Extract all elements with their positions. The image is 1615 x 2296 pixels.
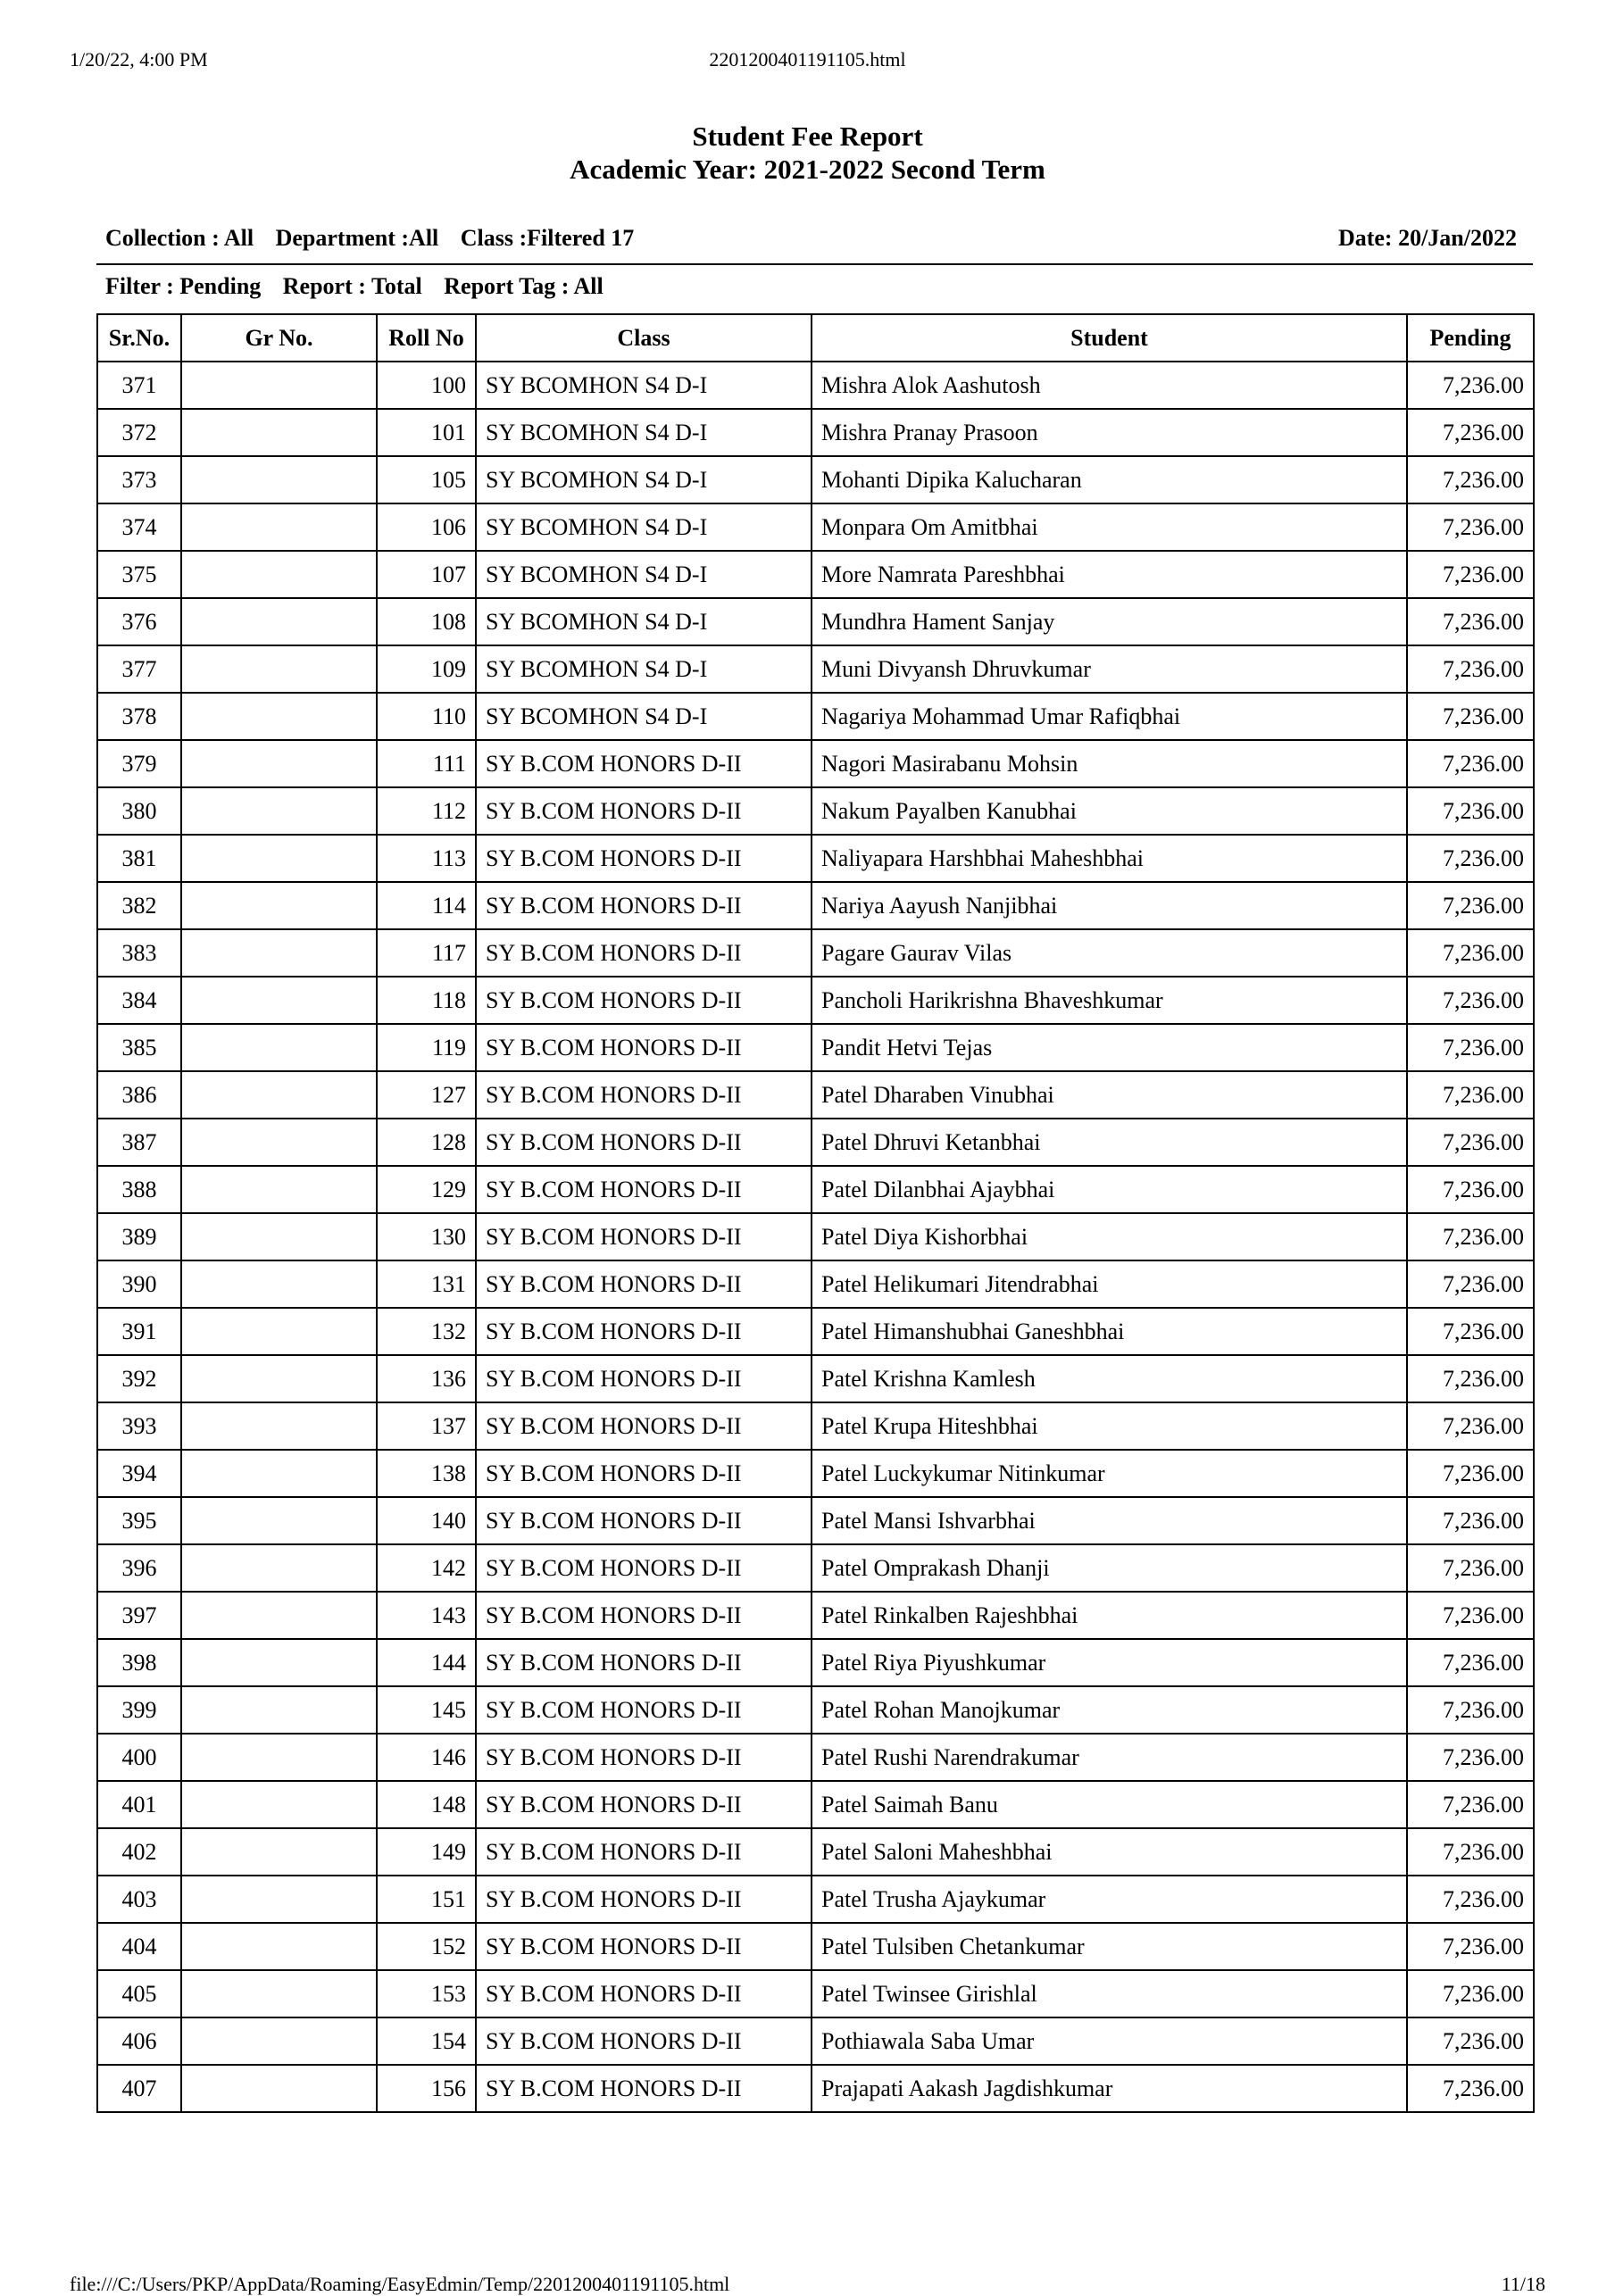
- student-name-cell: Patel Tulsiben Chetankumar: [812, 1923, 1407, 1970]
- roll-no-cell: 142: [377, 1544, 476, 1592]
- sr-no-cell: 387: [97, 1119, 181, 1166]
- roll-no-cell: 136: [377, 1355, 476, 1402]
- table-row: [97, 362, 1534, 409]
- sr-no-cell: 401: [97, 1781, 181, 1828]
- student-name-cell: Mundhra Hament Sanjay: [812, 598, 1407, 645]
- table-row: [97, 1260, 1534, 1308]
- class-cell: SY B.COM HONORS D-II: [476, 1544, 812, 1592]
- roll-no-cell: 117: [377, 929, 476, 977]
- table-row: [97, 1876, 1534, 1923]
- pending-amount-cell: 7,236.00: [1407, 2065, 1534, 2112]
- table-row: [97, 551, 1534, 598]
- table-row: [97, 503, 1534, 551]
- class-cell: SY BCOMHON S4 D-I: [476, 645, 812, 693]
- collection-label: Collection : All: [105, 225, 254, 251]
- roll-no-cell: 137: [377, 1402, 476, 1450]
- table-row: [97, 1071, 1534, 1119]
- student-name-cell: Muni Divyansh Dhruvkumar: [812, 645, 1407, 693]
- pending-amount-cell: 7,236.00: [1407, 1260, 1534, 1308]
- roll-no-cell: 114: [377, 882, 476, 929]
- print-filename: 2201200401191105.html: [709, 48, 906, 71]
- class-cell: SY B.COM HONORS D-II: [476, 1828, 812, 1876]
- student-name-cell: Patel Trusha Ajaykumar: [812, 1876, 1407, 1923]
- table-row: [97, 693, 1534, 740]
- student-name-cell: Patel Rohan Manojkumar: [812, 1686, 1407, 1734]
- roll-no-cell: 112: [377, 787, 476, 835]
- roll-no-cell: 148: [377, 1781, 476, 1828]
- roll-no-cell: 109: [377, 645, 476, 693]
- gr-no-cell: [181, 929, 377, 977]
- roll-no-cell: 144: [377, 1639, 476, 1686]
- gr-no-cell: [181, 1166, 377, 1213]
- pending-amount-cell: 7,236.00: [1407, 1402, 1534, 1450]
- table-row: [97, 835, 1534, 882]
- student-name-cell: More Namrata Pareshbhai: [812, 551, 1407, 598]
- student-name-cell: Patel Krupa Hiteshbhai: [812, 1402, 1407, 1450]
- student-name-cell: Patel Dhruvi Ketanbhai: [812, 1119, 1407, 1166]
- table-row: [97, 1450, 1534, 1497]
- table-row: [97, 1970, 1534, 2017]
- class-cell: SY B.COM HONORS D-II: [476, 1781, 812, 1828]
- gr-no-cell: [181, 1544, 377, 1592]
- class-cell: SY BCOMHON S4 D-I: [476, 503, 812, 551]
- col-header-class: Class: [476, 314, 812, 362]
- gr-no-cell: [181, 977, 377, 1024]
- class-cell: SY B.COM HONORS D-II: [476, 835, 812, 882]
- sr-no-cell: 399: [97, 1686, 181, 1734]
- filter-label: Filter : Pending: [105, 273, 262, 299]
- table-row: [97, 929, 1534, 977]
- print-datetime: 1/20/22, 4:00 PM: [70, 48, 208, 71]
- roll-no-cell: 107: [377, 551, 476, 598]
- roll-no-cell: 154: [377, 2017, 476, 2065]
- pending-amount-cell: 7,236.00: [1407, 1213, 1534, 1260]
- pending-amount-cell: 7,236.00: [1407, 503, 1534, 551]
- gr-no-cell: [181, 1308, 377, 1355]
- sr-no-cell: 395: [97, 1497, 181, 1544]
- col-header-gr-no: Gr No.: [181, 314, 377, 362]
- sr-no-cell: 391: [97, 1308, 181, 1355]
- pending-amount-cell: 7,236.00: [1407, 1923, 1534, 1970]
- sr-no-cell: 375: [97, 551, 181, 598]
- student-name-cell: Mohanti Dipika Kalucharan: [812, 456, 1407, 503]
- pending-amount-cell: 7,236.00: [1407, 1119, 1534, 1166]
- pending-amount-cell: 7,236.00: [1407, 598, 1534, 645]
- sr-no-cell: 396: [97, 1544, 181, 1592]
- student-name-cell: Prajapati Aakash Jagdishkumar: [812, 2065, 1407, 2112]
- sr-no-cell: 385: [97, 1024, 181, 1071]
- sr-no-cell: 373: [97, 456, 181, 503]
- report-type-label: Report : Total: [282, 273, 422, 299]
- class-cell: SY B.COM HONORS D-II: [476, 2017, 812, 2065]
- sr-no-cell: 390: [97, 1260, 181, 1308]
- class-cell: SY B.COM HONORS D-II: [476, 929, 812, 977]
- pending-amount-cell: 7,236.00: [1407, 1308, 1534, 1355]
- pending-amount-cell: 7,236.00: [1407, 1781, 1534, 1828]
- gr-no-cell: [181, 1828, 377, 1876]
- student-name-cell: Monpara Om Amitbhai: [812, 503, 1407, 551]
- sr-no-cell: 389: [97, 1213, 181, 1260]
- student-name-cell: Patel Omprakash Dhanji: [812, 1544, 1407, 1592]
- sr-no-cell: 382: [97, 882, 181, 929]
- student-name-cell: Patel Krishna Kamlesh: [812, 1355, 1407, 1402]
- fee-table-body: [97, 362, 1534, 2112]
- sr-no-cell: 398: [97, 1639, 181, 1686]
- gr-no-cell: [181, 882, 377, 929]
- sr-no-cell: 378: [97, 693, 181, 740]
- sr-no-cell: 392: [97, 1355, 181, 1402]
- report-title-block: [0, 120, 1615, 186]
- table-row: [97, 1119, 1534, 1166]
- report-info-line: [105, 225, 1528, 252]
- pending-amount-cell: 7,236.00: [1407, 551, 1534, 598]
- class-cell: SY B.COM HONORS D-II: [476, 1308, 812, 1355]
- gr-no-cell: [181, 1923, 377, 1970]
- gr-no-cell: [181, 2065, 377, 2112]
- pending-amount-cell: 7,236.00: [1407, 409, 1534, 456]
- sr-no-cell: 380: [97, 787, 181, 835]
- student-name-cell: Patel Saloni Maheshbhai: [812, 1828, 1407, 1876]
- roll-no-cell: 151: [377, 1876, 476, 1923]
- class-cell: SY BCOMHON S4 D-I: [476, 598, 812, 645]
- pending-amount-cell: 7,236.00: [1407, 645, 1534, 693]
- table-row: [97, 456, 1534, 503]
- class-cell: SY B.COM HONORS D-II: [476, 1876, 812, 1923]
- roll-no-cell: 113: [377, 835, 476, 882]
- class-cell: SY B.COM HONORS D-II: [476, 1119, 812, 1166]
- table-header-row: [97, 314, 1534, 362]
- pending-amount-cell: 7,236.00: [1407, 1686, 1534, 1734]
- table-row: [97, 882, 1534, 929]
- gr-no-cell: [181, 1402, 377, 1450]
- gr-no-cell: [181, 456, 377, 503]
- roll-no-cell: 128: [377, 1119, 476, 1166]
- pending-amount-cell: 7,236.00: [1407, 2017, 1534, 2065]
- pending-amount-cell: 7,236.00: [1407, 1166, 1534, 1213]
- pending-amount-cell: 7,236.00: [1407, 1828, 1534, 1876]
- gr-no-cell: [181, 1876, 377, 1923]
- pending-amount-cell: 7,236.00: [1407, 929, 1534, 977]
- sr-no-cell: 393: [97, 1402, 181, 1450]
- table-row: [97, 977, 1534, 1024]
- student-name-cell: Mishra Pranay Prasoon: [812, 409, 1407, 456]
- roll-no-cell: 108: [377, 598, 476, 645]
- pending-amount-cell: 7,236.00: [1407, 1497, 1534, 1544]
- sr-no-cell: 379: [97, 740, 181, 787]
- class-cell: SY B.COM HONORS D-II: [476, 1213, 812, 1260]
- roll-no-cell: 118: [377, 977, 476, 1024]
- roll-no-cell: 129: [377, 1166, 476, 1213]
- class-cell: SY B.COM HONORS D-II: [476, 1639, 812, 1686]
- sr-no-cell: 372: [97, 409, 181, 456]
- pending-amount-cell: 7,236.00: [1407, 1355, 1534, 1402]
- roll-no-cell: 143: [377, 1592, 476, 1639]
- roll-no-cell: 138: [377, 1450, 476, 1497]
- gr-no-cell: [181, 503, 377, 551]
- student-name-cell: Nagori Masirabanu Mohsin: [812, 740, 1407, 787]
- pending-amount-cell: 7,236.00: [1407, 693, 1534, 740]
- student-name-cell: Patel Saimah Banu: [812, 1781, 1407, 1828]
- pending-amount-cell: 7,236.00: [1407, 1876, 1534, 1923]
- report-tag-label: Report Tag : All: [444, 273, 604, 299]
- student-name-cell: Patel Mansi Ishvarbhai: [812, 1497, 1407, 1544]
- student-name-cell: Patel Himanshubhai Ganeshbhai: [812, 1308, 1407, 1355]
- class-cell: SY B.COM HONORS D-II: [476, 1355, 812, 1402]
- gr-no-cell: [181, 409, 377, 456]
- student-name-cell: Nagariya Mohammad Umar Rafiqbhai: [812, 693, 1407, 740]
- sr-no-cell: 386: [97, 1071, 181, 1119]
- class-cell: SY B.COM HONORS D-II: [476, 1260, 812, 1308]
- student-name-cell: Nariya Aayush Nanjibhai: [812, 882, 1407, 929]
- sr-no-cell: 404: [97, 1923, 181, 1970]
- student-name-cell: Patel Luckykumar Nitinkumar: [812, 1450, 1407, 1497]
- roll-no-cell: 152: [377, 1923, 476, 1970]
- class-cell: SY B.COM HONORS D-II: [476, 1071, 812, 1119]
- gr-no-cell: [181, 645, 377, 693]
- pending-amount-cell: 7,236.00: [1407, 1970, 1534, 2017]
- student-name-cell: Naliyapara Harshbhai Maheshbhai: [812, 835, 1407, 882]
- class-cell: SY B.COM HONORS D-II: [476, 1024, 812, 1071]
- roll-no-cell: 146: [377, 1734, 476, 1781]
- department-label: Department :All: [275, 225, 439, 251]
- pending-amount-cell: 7,236.00: [1407, 1734, 1534, 1781]
- roll-no-cell: 131: [377, 1260, 476, 1308]
- student-name-cell: Patel Dharaben Vinubhai: [812, 1071, 1407, 1119]
- class-cell: SY BCOMHON S4 D-I: [476, 551, 812, 598]
- sr-no-cell: 406: [97, 2017, 181, 2065]
- col-header-roll-no: Roll No: [377, 314, 476, 362]
- pending-amount-cell: 7,236.00: [1407, 1544, 1534, 1592]
- class-cell: SY B.COM HONORS D-II: [476, 740, 812, 787]
- class-cell: SY B.COM HONORS D-II: [476, 1734, 812, 1781]
- roll-no-cell: 101: [377, 409, 476, 456]
- roll-no-cell: 140: [377, 1497, 476, 1544]
- pending-amount-cell: 7,236.00: [1407, 1024, 1534, 1071]
- student-name-cell: Pandit Hetvi Tejas: [812, 1024, 1407, 1071]
- table-row: [97, 1024, 1534, 1071]
- table-row: [97, 1592, 1534, 1639]
- gr-no-cell: [181, 1119, 377, 1166]
- student-name-cell: Pancholi Harikrishna Bhaveshkumar: [812, 977, 1407, 1024]
- table-row: [97, 1828, 1534, 1876]
- table-row: [97, 1166, 1534, 1213]
- sr-no-cell: 394: [97, 1450, 181, 1497]
- print-header: [70, 48, 1545, 75]
- pending-amount-cell: 7,236.00: [1407, 787, 1534, 835]
- gr-no-cell: [181, 1781, 377, 1828]
- report-title: Student Fee Report: [692, 121, 923, 152]
- class-cell: SY BCOMHON S4 D-I: [476, 362, 812, 409]
- gr-no-cell: [181, 1024, 377, 1071]
- gr-no-cell: [181, 1686, 377, 1734]
- table-row: [97, 645, 1534, 693]
- class-cell: SY B.COM HONORS D-II: [476, 1592, 812, 1639]
- table-row: [97, 2065, 1534, 2112]
- gr-no-cell: [181, 1639, 377, 1686]
- student-name-cell: Patel Riya Piyushkumar: [812, 1639, 1407, 1686]
- table-row: [97, 1734, 1534, 1781]
- class-cell: SY BCOMHON S4 D-I: [476, 693, 812, 740]
- student-name-cell: Patel Twinsee Girishlal: [812, 1970, 1407, 2017]
- header-divider: [96, 263, 1533, 265]
- pending-amount-cell: 7,236.00: [1407, 977, 1534, 1024]
- class-filter-label: Class :Filtered 17: [460, 225, 635, 251]
- gr-no-cell: [181, 693, 377, 740]
- report-date: Date: 20/Jan/2022: [1337, 225, 1517, 251]
- class-cell: SY B.COM HONORS D-II: [476, 882, 812, 929]
- table-row: [97, 1497, 1534, 1544]
- roll-no-cell: 100: [377, 362, 476, 409]
- sr-no-cell: 377: [97, 645, 181, 693]
- student-name-cell: Nakum Payalben Kanubhai: [812, 787, 1407, 835]
- class-cell: SY B.COM HONORS D-II: [476, 2065, 812, 2112]
- col-header-sr-no: Sr.No.: [97, 314, 181, 362]
- report-filter-line: [105, 273, 1528, 300]
- table-row: [97, 787, 1534, 835]
- gr-no-cell: [181, 551, 377, 598]
- table-row: [97, 1355, 1534, 1402]
- sr-no-cell: 405: [97, 1970, 181, 2017]
- pending-amount-cell: 7,236.00: [1407, 1071, 1534, 1119]
- sr-no-cell: 376: [97, 598, 181, 645]
- class-cell: SY B.COM HONORS D-II: [476, 1402, 812, 1450]
- gr-no-cell: [181, 1592, 377, 1639]
- class-cell: SY B.COM HONORS D-II: [476, 1686, 812, 1734]
- pending-amount-cell: 7,236.00: [1407, 1592, 1534, 1639]
- sr-no-cell: 397: [97, 1592, 181, 1639]
- class-cell: SY B.COM HONORS D-II: [476, 1923, 812, 1970]
- class-cell: SY B.COM HONORS D-II: [476, 1450, 812, 1497]
- sr-no-cell: 400: [97, 1734, 181, 1781]
- sr-no-cell: 388: [97, 1166, 181, 1213]
- class-cell: SY BCOMHON S4 D-I: [476, 409, 812, 456]
- roll-no-cell: 156: [377, 2065, 476, 2112]
- roll-no-cell: 105: [377, 456, 476, 503]
- gr-no-cell: [181, 1734, 377, 1781]
- table-row: [97, 1213, 1534, 1260]
- gr-no-cell: [181, 1497, 377, 1544]
- table-row: [97, 1923, 1534, 1970]
- gr-no-cell: [181, 1355, 377, 1402]
- class-cell: SY B.COM HONORS D-II: [476, 1497, 812, 1544]
- roll-no-cell: 110: [377, 693, 476, 740]
- page-number: 11/18: [1501, 2273, 1545, 2295]
- gr-no-cell: [181, 2017, 377, 2065]
- gr-no-cell: [181, 1071, 377, 1119]
- class-cell: SY B.COM HONORS D-II: [476, 787, 812, 835]
- pending-amount-cell: 7,236.00: [1407, 362, 1534, 409]
- table-row: [97, 1639, 1534, 1686]
- print-file-path: file:///C:/Users/PKP/AppData/Roaming/EasyEdmin/Temp/2201200401191105.html: [70, 2273, 730, 2295]
- table-row: [97, 2017, 1534, 2065]
- gr-no-cell: [181, 362, 377, 409]
- student-name-cell: Mishra Alok Aashutosh: [812, 362, 1407, 409]
- roll-no-cell: 119: [377, 1024, 476, 1071]
- class-cell: SY B.COM HONORS D-II: [476, 977, 812, 1024]
- gr-no-cell: [181, 787, 377, 835]
- roll-no-cell: 153: [377, 1970, 476, 2017]
- sr-no-cell: 374: [97, 503, 181, 551]
- fee-table: [96, 313, 1535, 2113]
- class-cell: SY BCOMHON S4 D-I: [476, 456, 812, 503]
- roll-no-cell: 130: [377, 1213, 476, 1260]
- pending-amount-cell: 7,236.00: [1407, 1639, 1534, 1686]
- class-cell: SY B.COM HONORS D-II: [476, 1166, 812, 1213]
- table-row: [97, 1781, 1534, 1828]
- pending-amount-cell: 7,236.00: [1407, 1450, 1534, 1497]
- gr-no-cell: [181, 598, 377, 645]
- student-name-cell: Patel Rinkalben Rajeshbhai: [812, 1592, 1407, 1639]
- table-row: [97, 598, 1534, 645]
- roll-no-cell: 149: [377, 1828, 476, 1876]
- gr-no-cell: [181, 1260, 377, 1308]
- student-name-cell: Patel Dilanbhai Ajaybhai: [812, 1166, 1407, 1213]
- pending-amount-cell: 7,236.00: [1407, 882, 1534, 929]
- pending-amount-cell: 7,236.00: [1407, 456, 1534, 503]
- sr-no-cell: 371: [97, 362, 181, 409]
- sr-no-cell: 383: [97, 929, 181, 977]
- class-cell: SY B.COM HONORS D-II: [476, 1970, 812, 2017]
- gr-no-cell: [181, 1970, 377, 2017]
- col-header-pending: Pending: [1407, 314, 1534, 362]
- sr-no-cell: 402: [97, 1828, 181, 1876]
- table-row: [97, 409, 1534, 456]
- col-header-student: Student: [812, 314, 1407, 362]
- gr-no-cell: [181, 1450, 377, 1497]
- table-row: [97, 1308, 1534, 1355]
- roll-no-cell: 145: [377, 1686, 476, 1734]
- sr-no-cell: 384: [97, 977, 181, 1024]
- pending-amount-cell: 7,236.00: [1407, 740, 1534, 787]
- sr-no-cell: 407: [97, 2065, 181, 2112]
- student-name-cell: Patel Helikumari Jitendrabhai: [812, 1260, 1407, 1308]
- gr-no-cell: [181, 835, 377, 882]
- sr-no-cell: 403: [97, 1876, 181, 1923]
- report-subtitle: Academic Year: 2021-2022 Second Term: [570, 154, 1045, 185]
- student-name-cell: Pothiawala Saba Umar: [812, 2017, 1407, 2065]
- table-row: [97, 1402, 1534, 1450]
- roll-no-cell: 132: [377, 1308, 476, 1355]
- print-footer: [70, 2273, 1545, 2296]
- student-name-cell: Patel Diya Kishorbhai: [812, 1213, 1407, 1260]
- table-row: [97, 740, 1534, 787]
- roll-no-cell: 106: [377, 503, 476, 551]
- gr-no-cell: [181, 1213, 377, 1260]
- table-row: [97, 1686, 1534, 1734]
- sr-no-cell: 381: [97, 835, 181, 882]
- roll-no-cell: 111: [377, 740, 476, 787]
- student-name-cell: Pagare Gaurav Vilas: [812, 929, 1407, 977]
- gr-no-cell: [181, 740, 377, 787]
- roll-no-cell: 127: [377, 1071, 476, 1119]
- student-name-cell: Patel Rushi Narendrakumar: [812, 1734, 1407, 1781]
- pending-amount-cell: 7,236.00: [1407, 835, 1534, 882]
- table-row: [97, 1544, 1534, 1592]
